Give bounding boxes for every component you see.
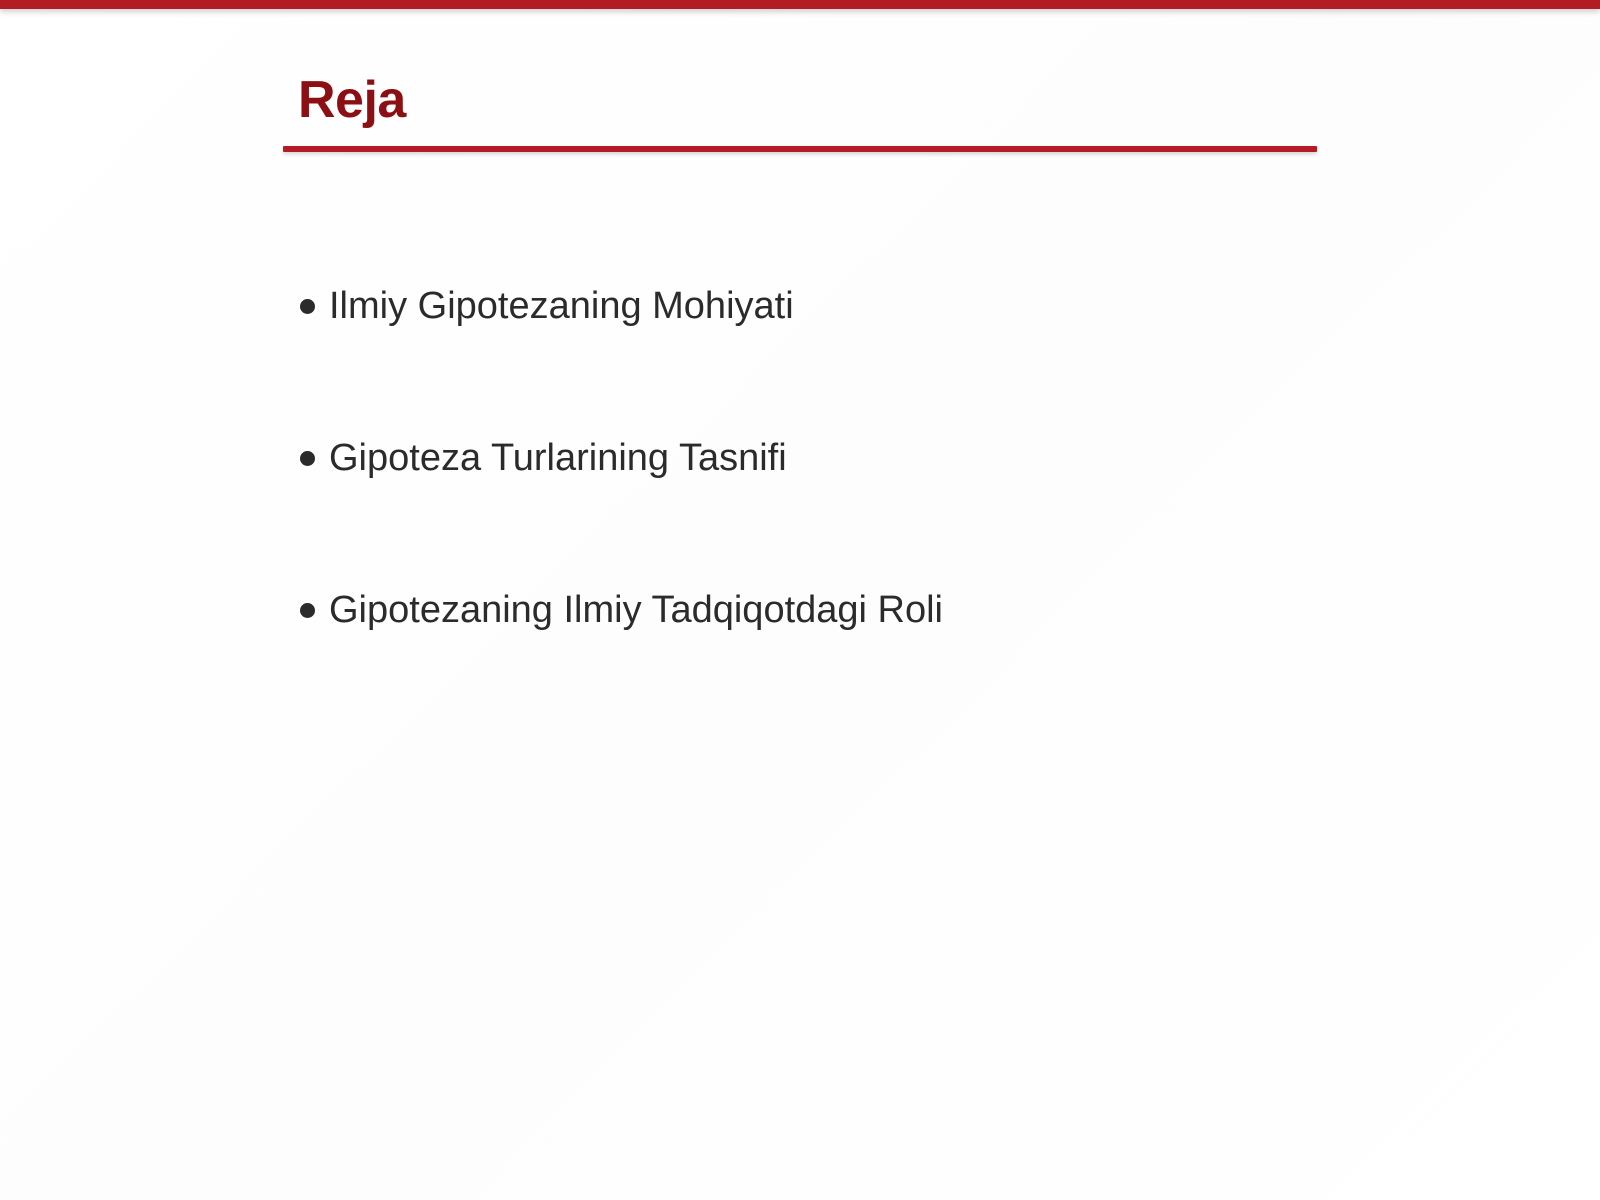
bullet-icon [300, 603, 315, 618]
bullet-text: Gipoteza Turlarining Tasnifi [329, 437, 787, 479]
top-accent-bar [0, 0, 1600, 9]
list-item [300, 584, 943, 636]
title-underline [283, 146, 1317, 152]
bullet-icon [300, 451, 315, 466]
list-item [300, 280, 943, 332]
bullet-text: Gipotezaning Ilmiy Tadqiqotdagi Roli [329, 589, 943, 631]
bullet-text: Ilmiy Gipotezaning Mohiyati [329, 285, 794, 327]
list-item [300, 432, 943, 484]
bullet-icon [300, 299, 315, 314]
bullet-list [300, 280, 943, 736]
slide-title: Reja [298, 71, 406, 129]
